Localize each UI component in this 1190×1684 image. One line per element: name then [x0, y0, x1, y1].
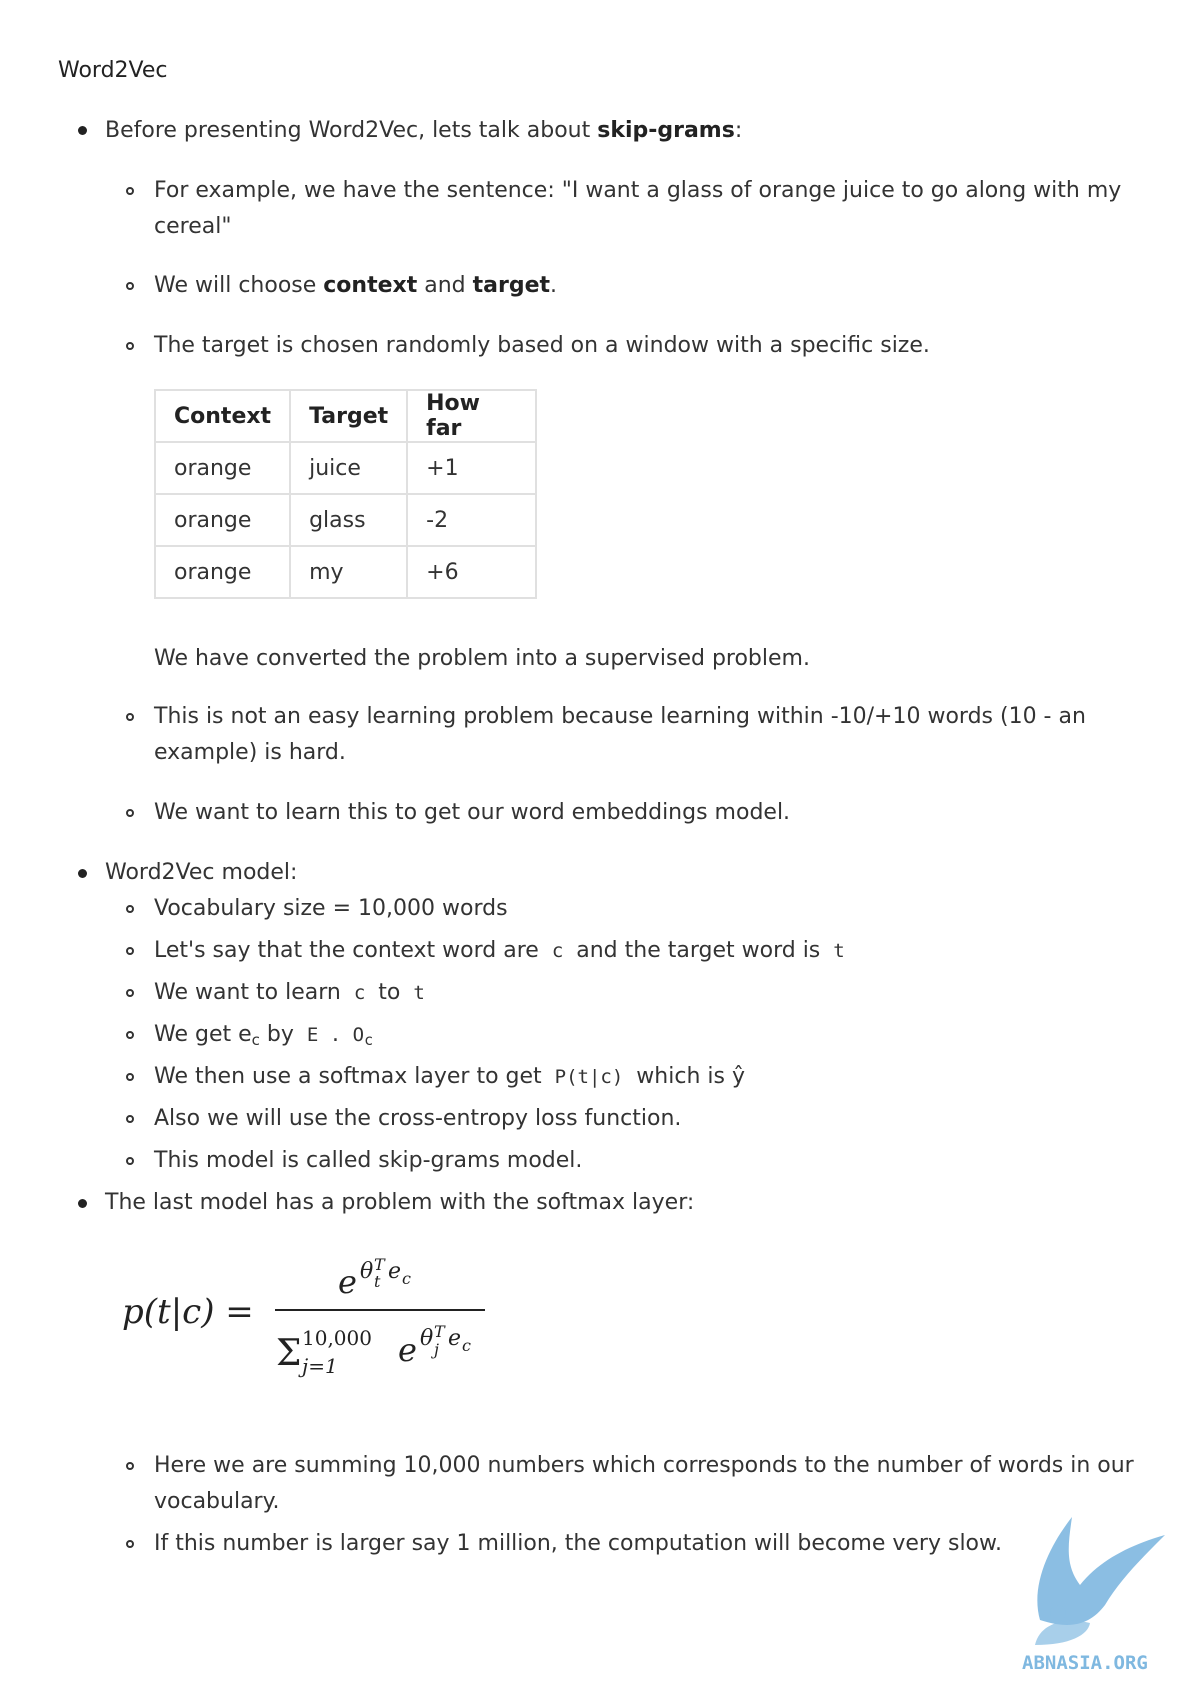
table-cell: my [290, 546, 407, 598]
softmax-text: We then use a softmax layer to get [154, 1064, 549, 1089]
cross-entropy-line: Also we will use the cross-entropy loss function. [154, 1106, 682, 1131]
target-bold: target [472, 273, 551, 298]
learn-to: to [371, 980, 408, 1005]
intro-bold: skip-grams [597, 118, 735, 143]
formula-den-e: e [398, 1331, 417, 1369]
sub-bullet [126, 1462, 134, 1470]
intro-colon: : [734, 118, 743, 143]
example-line-2: cereal" [154, 214, 232, 239]
example-line-1: For example, we have the sentence: "I want a glass of orange juice to go along with my [154, 178, 1122, 203]
formula-lhs: p(t|c) = [122, 1292, 254, 1332]
skipgram-intro [105, 113, 742, 149]
code-c: c [353, 982, 366, 1004]
get-by: by [259, 1022, 301, 1047]
intro-text: Before presenting Word2Vec, lets talk about [105, 118, 598, 143]
formula-den-j: j [434, 1340, 439, 1359]
get-text: We get e [154, 1022, 252, 1047]
formula-num-theta: θ [360, 1259, 374, 1284]
sub-bullet [126, 282, 134, 290]
code-ptc: P(t|c) [554, 1066, 624, 1088]
sub-bullet [126, 1073, 134, 1081]
formula-sigma: Σ [276, 1333, 302, 1374]
sub-bullet [126, 713, 134, 721]
context-bold: context [323, 273, 418, 298]
formula-lower: j=1 [302, 1354, 338, 1378]
table-row [155, 442, 536, 494]
sub-bullet [126, 809, 134, 817]
sub-bullet [126, 187, 134, 195]
bullet-dot [78, 1199, 87, 1208]
oc-subscript: c [364, 1031, 374, 1049]
sub-bullet [126, 1157, 134, 1165]
formula-num-T: T [374, 1255, 385, 1274]
sub-bullet [126, 947, 134, 955]
table-row [155, 546, 536, 598]
summing-line-2: vocabulary. [154, 1489, 280, 1514]
code-c: c [551, 940, 564, 962]
table-header: How far [407, 390, 536, 442]
softmax-post: which is ŷ [629, 1064, 745, 1089]
vocab-line: Vocabulary size = 10,000 words [154, 896, 508, 921]
choose-and: and [417, 273, 473, 298]
formula-num-ec-sub: c [402, 1269, 411, 1288]
learn-embeddings-line: We want to learn this to get our word embeddings model. [154, 800, 791, 825]
code-e-oc [301, 1024, 379, 1049]
code-t: t [413, 982, 425, 1004]
sub-bullet [126, 342, 134, 350]
formula-num-t: t [374, 1272, 381, 1291]
skipgram-model-line: This model is called skip-grams model. [154, 1148, 583, 1173]
target-random-line: The target is chosen randomly based on a window with a specific size. [154, 333, 930, 358]
choose-text: We will choose [154, 273, 324, 298]
sub-bullet [126, 1115, 134, 1123]
bullet-dot [78, 869, 87, 878]
formula-den-T: T [434, 1322, 445, 1341]
softmax-line [154, 1059, 745, 1095]
sub-bullet [126, 1031, 134, 1039]
hard-line-2: example) is hard. [154, 740, 346, 765]
abnasia-logo-icon [1010, 1505, 1190, 1675]
summing-line-1: Here we are summing 10,000 numbers which corresponds to the number of words in our [154, 1453, 1134, 1478]
ctx-mid: and the target word is [569, 938, 828, 963]
table-header: Target [290, 390, 407, 442]
choose-period: . [550, 273, 558, 298]
formula-num-e: e [338, 1263, 357, 1301]
table-cell: juice [290, 442, 407, 494]
formula-num-ec: e [388, 1259, 402, 1284]
softmax-problem-line: The last model has a problem with the softmax layer: [105, 1190, 695, 1215]
learn-text: We want to learn [154, 980, 348, 1005]
sub-bullet [126, 989, 134, 997]
ctx-text: Let's say that the context word are [154, 938, 546, 963]
formula-den-theta: θ [420, 1326, 434, 1351]
section-heading: Word2Vec [58, 58, 168, 83]
table-cell: orange [155, 546, 290, 598]
get-ec-line [154, 1017, 379, 1058]
sub-bullet [126, 1540, 134, 1548]
table-cell: orange [155, 494, 290, 546]
formula-den-ec-sub: c [462, 1336, 471, 1355]
model-heading: Word2Vec model: [105, 860, 298, 885]
hard-line-1: This is not an easy learning problem because learning within -10/+10 words (10 - an [154, 704, 1086, 729]
context-target-table [154, 389, 537, 599]
formula-den-ec: e [448, 1326, 462, 1351]
bullet-dot [78, 126, 87, 135]
code-e-o: E . O [306, 1024, 365, 1046]
formula-upper: 10,000 [302, 1326, 372, 1350]
softmax-formula [120, 1245, 500, 1385]
context-word-line [154, 933, 851, 969]
table-header-row [155, 390, 536, 442]
sub-bullet [126, 905, 134, 913]
million-line: If this number is larger say 1 million, the computation will become very slow. [154, 1531, 1002, 1556]
table-cell: -2 [407, 494, 536, 546]
table-header: Context [155, 390, 290, 442]
table-cell: glass [290, 494, 407, 546]
ec-subscript: c [251, 1031, 260, 1049]
table-cell: +6 [407, 546, 536, 598]
table-cell: orange [155, 442, 290, 494]
learn-c-t-line [154, 975, 431, 1011]
choose-line [154, 268, 557, 304]
table-row [155, 494, 536, 546]
code-t: t [833, 940, 845, 962]
logo-text: ABNASIA.ORG [1022, 1652, 1148, 1674]
supervised-line: We have converted the problem into a supervised problem. [154, 646, 810, 671]
table-cell: +1 [407, 442, 536, 494]
